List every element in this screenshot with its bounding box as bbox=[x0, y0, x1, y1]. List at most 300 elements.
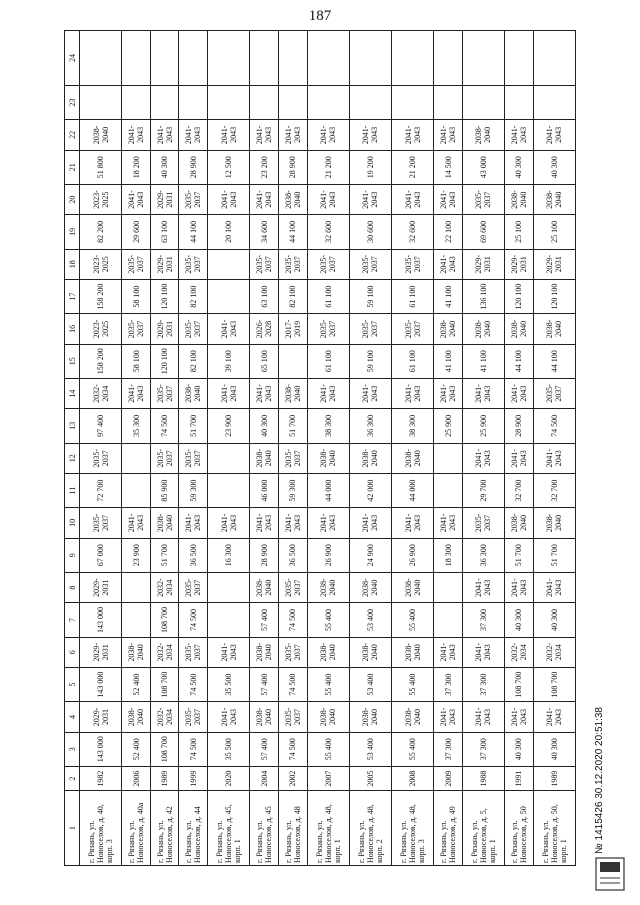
table-cell: 2032-2034 bbox=[150, 572, 179, 602]
table-cell bbox=[122, 603, 151, 637]
table-cell: 2035-2037 bbox=[122, 249, 151, 279]
table-cell: 28 900 bbox=[250, 538, 279, 572]
table-row bbox=[505, 31, 534, 866]
table-cell: 44 100 bbox=[533, 344, 575, 378]
table-rotor bbox=[64, 30, 576, 866]
table-cell: 2038-2040 bbox=[250, 572, 279, 602]
table-cell: 108 700 bbox=[533, 667, 575, 701]
table-cell: 2038-2040 bbox=[533, 314, 575, 344]
table-cell: 61 100 bbox=[392, 279, 434, 313]
table-cell: 2041-2043 bbox=[392, 120, 434, 150]
column-header: 11 bbox=[65, 473, 80, 507]
table-cell: 2038-2040 bbox=[533, 184, 575, 214]
table-cell: 25 100 bbox=[533, 215, 575, 249]
table-cell: 36 500 bbox=[179, 538, 208, 572]
table-row bbox=[179, 31, 208, 866]
table-cell: 2041-2043 bbox=[122, 120, 151, 150]
table-row bbox=[434, 31, 463, 866]
table-cell: 25 900 bbox=[462, 409, 504, 443]
table-cell: 2038-2040 bbox=[278, 378, 307, 408]
table-cell: 37 300 bbox=[462, 667, 504, 701]
table-cell bbox=[505, 31, 534, 86]
table-cell: 2041-2043 bbox=[434, 702, 463, 732]
table-cell: 2041-2043 bbox=[208, 378, 250, 408]
address-cell: г. Рязань, ул. Новоселов, д. 49 bbox=[434, 791, 463, 866]
table-cell bbox=[392, 31, 434, 86]
table-cell: 136 100 bbox=[462, 279, 504, 313]
table-cell: 22 100 bbox=[434, 215, 463, 249]
table-cell: 2004 bbox=[250, 766, 279, 790]
table-cell: 41 100 bbox=[434, 279, 463, 313]
table-cell: 120 100 bbox=[150, 344, 179, 378]
table-cell: 51 700 bbox=[150, 538, 179, 572]
column-header: 22 bbox=[65, 120, 80, 150]
table-cell: 37 300 bbox=[462, 732, 504, 766]
table-cell: 2029-2031 bbox=[150, 184, 179, 214]
table-cell bbox=[349, 31, 391, 86]
table-cell: 57 400 bbox=[250, 603, 279, 637]
table-cell: 38 300 bbox=[307, 409, 349, 443]
table-cell: 1988 bbox=[462, 766, 504, 790]
table-cell: 61 100 bbox=[392, 344, 434, 378]
table-cell: 2038-2040 bbox=[278, 184, 307, 214]
table-cell: 2041-2043 bbox=[533, 443, 575, 473]
table-cell bbox=[462, 31, 504, 86]
address-cell: г. Рязань, ул. Новоселов, д. 48, корп. 2 bbox=[349, 791, 391, 866]
table-cell: 2038-2040 bbox=[392, 637, 434, 667]
table-cell: 2035-2037 bbox=[179, 702, 208, 732]
table-cell: 29 700 bbox=[462, 473, 504, 507]
table-cell: 74 500 bbox=[179, 732, 208, 766]
table-cell: 2035-2037 bbox=[150, 443, 179, 473]
table-cell: 55 400 bbox=[307, 732, 349, 766]
address-cell: г. Рязань, ул. Новоселов, д. 5, корп. 1 bbox=[462, 791, 504, 866]
table-cell: 2029-2031 bbox=[80, 702, 122, 732]
table-cell: 2041-2043 bbox=[505, 120, 534, 150]
table-cell: 2035-2037 bbox=[278, 637, 307, 667]
table-cell bbox=[278, 85, 307, 119]
table-cell: 2041-2043 bbox=[208, 702, 250, 732]
table-body bbox=[80, 31, 576, 866]
table-cell: 2038-2040 bbox=[349, 702, 391, 732]
footer-signature bbox=[594, 604, 628, 854]
table-cell: 2038-2040 bbox=[122, 702, 151, 732]
table-cell: 2032-2034 bbox=[533, 637, 575, 667]
table-cell bbox=[250, 31, 279, 86]
table-cell: 58 100 bbox=[122, 279, 151, 313]
table-cell: 69 600 bbox=[462, 215, 504, 249]
table-cell: 2035-2037 bbox=[278, 572, 307, 602]
table-cell: 51 700 bbox=[505, 538, 534, 572]
table-cell: 2041-2043 bbox=[462, 443, 504, 473]
table-cell: 2035-2037 bbox=[533, 378, 575, 408]
table-cell: 41 100 bbox=[462, 344, 504, 378]
seal-stamp-icon bbox=[590, 852, 630, 896]
table-cell: 65 100 bbox=[250, 344, 279, 378]
table-cell: 74 500 bbox=[179, 603, 208, 637]
table-cell bbox=[307, 31, 349, 86]
table-cell: 55 400 bbox=[307, 667, 349, 701]
table-cell: 2041-2043 bbox=[533, 702, 575, 732]
table-cell: 2032-2034 bbox=[150, 637, 179, 667]
table-cell: 2041-2043 bbox=[179, 120, 208, 150]
table-cell: 143 000 bbox=[80, 732, 122, 766]
table-cell: 2041-2043 bbox=[462, 637, 504, 667]
column-header: 3 bbox=[65, 732, 80, 766]
table-cell bbox=[533, 31, 575, 86]
table-cell: 51 700 bbox=[278, 409, 307, 443]
table-cell: 2041-2043 bbox=[250, 120, 279, 150]
table-cell: 2041-2043 bbox=[307, 378, 349, 408]
table-cell: 2041-2043 bbox=[392, 508, 434, 538]
table-cell: 55 400 bbox=[307, 603, 349, 637]
table-cell: 35 300 bbox=[122, 409, 151, 443]
table-cell: 2041-2043 bbox=[278, 508, 307, 538]
table-cell: 2041-2043 bbox=[122, 184, 151, 214]
table-cell: 40 300 bbox=[533, 150, 575, 184]
table-cell: 2041-2043 bbox=[278, 120, 307, 150]
table-cell bbox=[349, 85, 391, 119]
column-header: 8 bbox=[65, 572, 80, 602]
table-cell: 2035-2037 bbox=[250, 249, 279, 279]
table-cell: 74 500 bbox=[278, 667, 307, 701]
table-cell: 120 100 bbox=[533, 279, 575, 313]
table-cell: 19 200 bbox=[349, 150, 391, 184]
table-cell: 85 900 bbox=[150, 473, 179, 507]
table-cell: 1989 bbox=[533, 766, 575, 790]
address-cell: г. Рязань, ул. Новоселов, д. 45 bbox=[250, 791, 279, 866]
table-cell bbox=[150, 85, 179, 119]
table-cell: 44 100 bbox=[179, 215, 208, 249]
table-cell: 2041-2043 bbox=[307, 120, 349, 150]
page-number: 187 bbox=[308, 8, 332, 24]
table-cell: 2038-2040 bbox=[462, 314, 504, 344]
table-cell: 2038-2040 bbox=[250, 637, 279, 667]
column-header: 4 bbox=[65, 702, 80, 732]
table-cell: 28 900 bbox=[505, 409, 534, 443]
table-cell: 2032-2034 bbox=[150, 702, 179, 732]
footer-text: № 1415426 30.12.2020 20:51:38 bbox=[594, 707, 605, 854]
table-cell: 2035-2037 bbox=[80, 443, 122, 473]
table-cell: 59 100 bbox=[349, 344, 391, 378]
address-cell: г. Рязань, ул. Новоселов, д. 48, корп. 1 bbox=[307, 791, 349, 866]
column-header: 7 bbox=[65, 603, 80, 637]
table-cell: 44 000 bbox=[392, 473, 434, 507]
table-cell: 2041-2043 bbox=[208, 120, 250, 150]
rotated-table-area bbox=[64, 30, 576, 866]
table-cell: 2029-2031 bbox=[150, 314, 179, 344]
table-cell: 2041-2043 bbox=[179, 508, 208, 538]
table-cell bbox=[208, 603, 250, 637]
table-cell: 2007 bbox=[307, 766, 349, 790]
table-cell: 108 700 bbox=[505, 667, 534, 701]
table-cell: 32 700 bbox=[505, 473, 534, 507]
table-cell: 44 100 bbox=[278, 215, 307, 249]
table-cell: 2041-2043 bbox=[349, 378, 391, 408]
table-cell: 74 500 bbox=[278, 603, 307, 637]
table-cell: 2035-2037 bbox=[307, 314, 349, 344]
table-cell bbox=[307, 85, 349, 119]
table-cell: 158 200 bbox=[80, 279, 122, 313]
table-cell: 108 700 bbox=[150, 603, 179, 637]
address-cell: г. Рязань, ул. Новоселов, д. 48 bbox=[278, 791, 307, 866]
table-cell: 23 900 bbox=[122, 538, 151, 572]
table-cell: 82 100 bbox=[179, 344, 208, 378]
column-header: 19 bbox=[65, 215, 80, 249]
table-cell bbox=[122, 31, 151, 86]
table-cell: 2032-2034 bbox=[80, 378, 122, 408]
table-cell: 67 000 bbox=[80, 538, 122, 572]
table-cell: 24 900 bbox=[349, 538, 391, 572]
table-cell: 2035-2037 bbox=[179, 637, 208, 667]
table-cell: 58 100 bbox=[122, 344, 151, 378]
table-cell: 2038-2040 bbox=[434, 314, 463, 344]
table-cell: 2002 bbox=[278, 766, 307, 790]
table-cell: 2035-2037 bbox=[179, 184, 208, 214]
table-cell: 2023-2025 bbox=[80, 184, 122, 214]
table-cell: 2038-2040 bbox=[349, 637, 391, 667]
table-cell: 63 100 bbox=[150, 215, 179, 249]
table-cell: 44 000 bbox=[307, 473, 349, 507]
table-cell: 21 200 bbox=[392, 150, 434, 184]
table-cell: 2041-2043 bbox=[505, 572, 534, 602]
table-row bbox=[278, 31, 307, 866]
column-header: 6 bbox=[65, 637, 80, 667]
table-cell bbox=[278, 31, 307, 86]
table-cell: 40 300 bbox=[150, 150, 179, 184]
table-cell: 2041-2043 bbox=[434, 508, 463, 538]
table-cell: 2038-2040 bbox=[307, 443, 349, 473]
table-cell: 16 300 bbox=[208, 538, 250, 572]
table-cell bbox=[150, 31, 179, 86]
table-cell: 63 100 bbox=[250, 279, 279, 313]
table-cell: 40 300 bbox=[505, 603, 534, 637]
table-cell: 2041-2043 bbox=[349, 120, 391, 150]
table-cell: 82 200 bbox=[80, 215, 122, 249]
column-header: 24 bbox=[65, 31, 80, 86]
table-cell: 36 300 bbox=[462, 538, 504, 572]
table-cell: 2035-2037 bbox=[462, 508, 504, 538]
column-header: 15 bbox=[65, 344, 80, 378]
table-cell: 2017-2019 bbox=[278, 314, 307, 344]
table-cell: 53 400 bbox=[349, 603, 391, 637]
address-cell: г. Рязань, ул. Новоселов, д. 45, корп. 1 bbox=[208, 791, 250, 866]
table-cell: 2041-2043 bbox=[434, 120, 463, 150]
table-cell: 57 400 bbox=[250, 732, 279, 766]
table-cell: 2038-2040 bbox=[307, 637, 349, 667]
table-cell bbox=[208, 85, 250, 119]
table-cell: 2038-2040 bbox=[349, 443, 391, 473]
table-cell: 2038-2040 bbox=[392, 443, 434, 473]
table-cell: 18 300 bbox=[434, 538, 463, 572]
table-cell: 2041-2043 bbox=[462, 702, 504, 732]
table-cell: 2038-2040 bbox=[179, 378, 208, 408]
table-cell: 2041-2043 bbox=[505, 702, 534, 732]
table-cell: 2041-2043 bbox=[533, 572, 575, 602]
table-cell: 32 600 bbox=[392, 215, 434, 249]
column-header: 13 bbox=[65, 409, 80, 443]
table-cell bbox=[278, 344, 307, 378]
table-cell: 2041-2043 bbox=[307, 184, 349, 214]
table-cell: 2029-2031 bbox=[462, 249, 504, 279]
header-row bbox=[65, 31, 80, 866]
table-cell: 52 400 bbox=[122, 732, 151, 766]
column-header: 21 bbox=[65, 150, 80, 184]
table-cell: 2035-2037 bbox=[278, 702, 307, 732]
table-cell bbox=[434, 443, 463, 473]
table-cell: 2035-2037 bbox=[179, 314, 208, 344]
table-cell: 55 400 bbox=[392, 667, 434, 701]
table-cell: 2041-2043 bbox=[150, 120, 179, 150]
table-cell: 2041-2043 bbox=[250, 184, 279, 214]
table-cell: 2041-2043 bbox=[208, 508, 250, 538]
table-cell: 74 500 bbox=[533, 409, 575, 443]
address-cell: г. Рязань, ул. Новоселов, д. 44 bbox=[179, 791, 208, 866]
table-cell: 2035-2037 bbox=[307, 249, 349, 279]
table-cell: 158 200 bbox=[80, 344, 122, 378]
table-cell: 74 500 bbox=[278, 732, 307, 766]
table-cell: 2041-2043 bbox=[307, 508, 349, 538]
table-cell: 28 900 bbox=[278, 150, 307, 184]
table-cell: 2041-2043 bbox=[533, 120, 575, 150]
table-cell: 120 100 bbox=[505, 279, 534, 313]
table-cell bbox=[434, 572, 463, 602]
table-cell: 12 500 bbox=[208, 150, 250, 184]
table-cell bbox=[208, 473, 250, 507]
table-cell: 2038-2040 bbox=[250, 443, 279, 473]
address-cell: г. Рязань, ул. Новоселов, д. 50 bbox=[505, 791, 534, 866]
table-cell: 2041-2043 bbox=[250, 378, 279, 408]
table-cell: 143 000 bbox=[80, 667, 122, 701]
table-cell: 2035-2037 bbox=[179, 443, 208, 473]
table-cell: 2041-2043 bbox=[392, 184, 434, 214]
table-row bbox=[307, 31, 349, 866]
table-cell: 40 300 bbox=[533, 603, 575, 637]
column-header: 10 bbox=[65, 508, 80, 538]
table-cell: 2029-2031 bbox=[150, 249, 179, 279]
table-cell: 2041-2043 bbox=[208, 637, 250, 667]
table-cell: 2035-2037 bbox=[179, 572, 208, 602]
table-cell: 2035-2037 bbox=[278, 249, 307, 279]
table-cell: 59 300 bbox=[179, 473, 208, 507]
table-cell: 37 300 bbox=[462, 603, 504, 637]
table-cell: 38 300 bbox=[392, 409, 434, 443]
table-cell: 40 300 bbox=[533, 732, 575, 766]
table-cell bbox=[208, 279, 250, 313]
table-row bbox=[150, 31, 179, 866]
table-cell: 2035-2037 bbox=[349, 314, 391, 344]
table-cell: 74 500 bbox=[150, 409, 179, 443]
table-cell: 2041-2043 bbox=[122, 378, 151, 408]
table-cell: 2038-2040 bbox=[392, 702, 434, 732]
table-cell: 82 100 bbox=[179, 279, 208, 313]
table-cell: 59 100 bbox=[349, 279, 391, 313]
table-cell: 2041-2043 bbox=[208, 314, 250, 344]
table-cell: 2023-2025 bbox=[80, 314, 122, 344]
table-cell: 1989 bbox=[150, 766, 179, 790]
table-cell bbox=[179, 31, 208, 86]
table-cell: 2020 bbox=[208, 766, 250, 790]
table-cell: 20 100 bbox=[208, 215, 250, 249]
table-cell bbox=[434, 85, 463, 119]
table-cell: 59 300 bbox=[278, 473, 307, 507]
address-cell: г. Рязань, ул. Новоселов, д. 40а bbox=[122, 791, 151, 866]
table-row bbox=[122, 31, 151, 866]
column-header: 20 bbox=[65, 184, 80, 214]
schedule-table bbox=[64, 30, 576, 866]
table-cell: 35 500 bbox=[208, 732, 250, 766]
table-cell: 53 400 bbox=[349, 667, 391, 701]
table-cell: 2038-2040 bbox=[462, 120, 504, 150]
table-cell: 36 500 bbox=[278, 538, 307, 572]
address-cell: г. Рязань, ул. Новоселов, д. 42 bbox=[150, 791, 179, 866]
table-cell: 2038-2040 bbox=[505, 508, 534, 538]
table-cell: 2029-2031 bbox=[505, 249, 534, 279]
table-cell: 55 400 bbox=[392, 603, 434, 637]
table-cell: 2035-2037 bbox=[122, 314, 151, 344]
table-row bbox=[462, 31, 504, 866]
table-row bbox=[80, 31, 122, 866]
table-cell: 1991 bbox=[505, 766, 534, 790]
table-cell: 32 600 bbox=[307, 215, 349, 249]
table-row bbox=[250, 31, 279, 866]
table-cell: 2041-2043 bbox=[462, 378, 504, 408]
table-cell: 108 700 bbox=[150, 732, 179, 766]
table-cell: 2038-2040 bbox=[250, 702, 279, 732]
table-cell bbox=[179, 85, 208, 119]
table-cell: 2041-2043 bbox=[462, 572, 504, 602]
table-cell: 120 100 bbox=[150, 279, 179, 313]
table-cell: 2041-2043 bbox=[349, 184, 391, 214]
table-cell bbox=[80, 85, 122, 119]
table-cell bbox=[208, 443, 250, 473]
table-cell: 51 700 bbox=[179, 409, 208, 443]
table-cell: 2038-2040 bbox=[392, 572, 434, 602]
table-cell: 2038-2040 bbox=[533, 508, 575, 538]
table-cell: 34 600 bbox=[250, 215, 279, 249]
table-cell: 2038-2040 bbox=[505, 314, 534, 344]
table-cell: 108 700 bbox=[150, 667, 179, 701]
table-cell: 2041-2043 bbox=[505, 378, 534, 408]
table-cell bbox=[462, 85, 504, 119]
column-header: 18 bbox=[65, 249, 80, 279]
table-cell: 61 100 bbox=[307, 279, 349, 313]
table-cell: 2035-2037 bbox=[80, 508, 122, 538]
table-cell: 2041-2043 bbox=[122, 508, 151, 538]
table-cell bbox=[122, 473, 151, 507]
table-cell: 2026-2028 bbox=[250, 314, 279, 344]
column-header: 9 bbox=[65, 538, 80, 572]
table-cell: 30 600 bbox=[349, 215, 391, 249]
table-cell: 74 500 bbox=[179, 667, 208, 701]
table-cell: 2038-2040 bbox=[505, 184, 534, 214]
table-cell bbox=[122, 443, 151, 473]
table-cell: 2041-2043 bbox=[434, 378, 463, 408]
column-header: 1 bbox=[65, 791, 80, 866]
table-cell: 2041-2043 bbox=[392, 378, 434, 408]
table-cell: 2005 bbox=[349, 766, 391, 790]
table-cell: 40 300 bbox=[505, 732, 534, 766]
table-cell: 21 200 bbox=[307, 150, 349, 184]
table-cell: 2029-2031 bbox=[533, 249, 575, 279]
table-cell bbox=[208, 249, 250, 279]
table-cell bbox=[434, 31, 463, 86]
table-cell: 18 200 bbox=[122, 150, 151, 184]
table-cell bbox=[122, 572, 151, 602]
table-cell: 2035-2037 bbox=[349, 249, 391, 279]
table-cell: 2038-2040 bbox=[150, 508, 179, 538]
table-cell: 32 700 bbox=[533, 473, 575, 507]
